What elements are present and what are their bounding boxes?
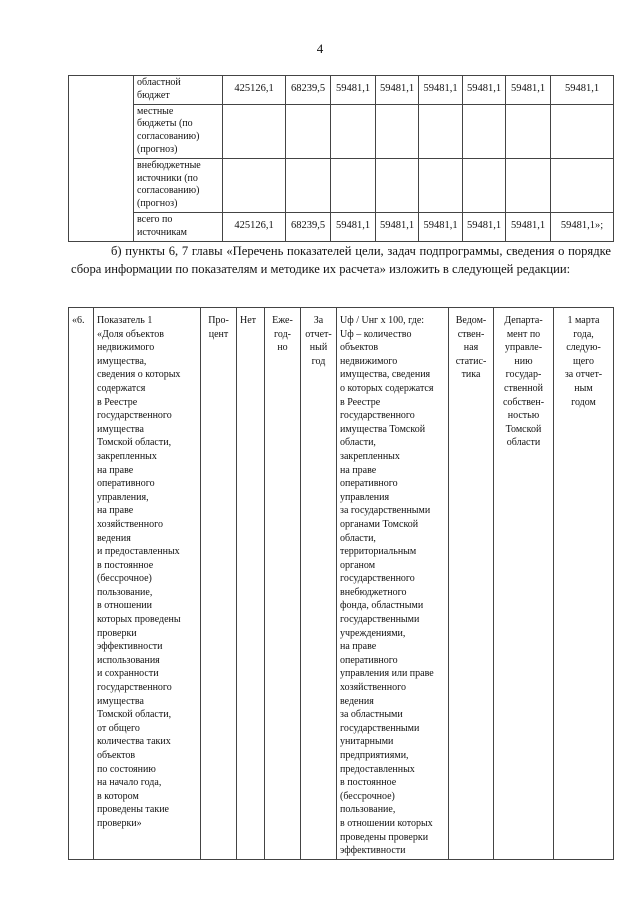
amount-cell: 68239,5 [286, 212, 331, 241]
amount-cell [286, 158, 331, 212]
amount-cell [463, 158, 506, 212]
amount-cell: 425126,1 [223, 76, 286, 105]
frequency-cell: Еже- год- но [265, 308, 301, 860]
amount-cell: 59481,1 [419, 76, 463, 105]
amount-cell [376, 158, 419, 212]
funding-row [69, 104, 614, 158]
amount-cell [286, 104, 331, 158]
amount-cell: 68239,5 [286, 76, 331, 105]
amount-cell [376, 104, 419, 158]
amendment-paragraph: б) пункты 6, 7 главы «Перечень показателей цели, задач подпрограммы, сведения о порядке сбора информации по показателям и методике их расчета» изложить в следующей редакции: [71, 244, 611, 276]
unit-cell: Про- цент [201, 308, 237, 860]
data-source-cell: Ведом- ствен- ная статис- тика [449, 308, 494, 860]
amount-cell [331, 158, 376, 212]
funding-row [69, 76, 614, 105]
indicator-table [68, 307, 614, 860]
amount-cell [551, 104, 614, 158]
amount-cell [419, 104, 463, 158]
source-label: областной бюджет [134, 76, 223, 105]
amount-cell [419, 158, 463, 212]
amount-cell: 59481,1 [506, 76, 551, 105]
amount-cell: 59481,1 [551, 76, 614, 105]
amount-cell: 59481,1 [419, 212, 463, 241]
amount-cell [223, 158, 286, 212]
source-label: внебюджетные источники (по согласованию) (прогноз) [134, 158, 223, 212]
deadline-cell: 1 марта года, следую- щего за отчет- ным годом [554, 308, 614, 860]
item-number-cell: «6. [69, 308, 94, 860]
amount-cell [331, 104, 376, 158]
amount-cell: 59481,1 [331, 212, 376, 241]
amount-cell: 59481,1 [376, 212, 419, 241]
base-value-cell: Нет [237, 308, 265, 860]
amount-cell: 425126,1 [223, 212, 286, 241]
funding-row [69, 158, 614, 212]
amount-cell [463, 104, 506, 158]
amount-cell: 59481,1 [463, 76, 506, 105]
amount-cell [551, 158, 614, 212]
source-label: всего по источникам [134, 212, 223, 241]
empty-cell [69, 76, 134, 242]
calculation-method-cell: Uф / Uнг х 100, где: Uф – количество объектов недвижимого имущества, сведения о которых содержатся в Реестре государственного имущества Томской области, закрепленных на праве оперативного управления за государственными органами Томской области, территориальным органом государственного внебюджетного фонда, областными государственными учреждениями, на праве оперативного управления или праве хозяйственного ведения за областными государственными унитарными предприятиями, предоставленных в постоянное (бессрочное) пользование, в отношении которых проведены проверки эффективности [337, 308, 449, 860]
indicator-row [69, 308, 614, 860]
funding-row [69, 212, 614, 241]
page-number: 4 [316, 41, 324, 56]
amount-cell: 59481,1»; [551, 212, 614, 241]
responsible-cell: Департа- мент по управле- нию государ- ственной собствен- ностью Томской области [494, 308, 554, 860]
amount-cell: 59481,1 [506, 212, 551, 241]
indicator-name-cell: Показатель 1 «Доля объектов недвижимого имущества, сведения о которых содержатся в Реестре государственного имущества Томской области, закрепленных на праве оперативного управления, на праве хозяйственного ведения и предоставленных в постоянное (бессрочное) пользование, в отношении которых проведены проверки эффективности использования и сохранности государственного имущества Томской области, от общего количества таких объектов по состоянию на начало года, в котором проведены такие проверки» [94, 308, 201, 860]
amount-cell: 59481,1 [331, 76, 376, 105]
amount-cell [506, 158, 551, 212]
period-cell: За отчет- ный год [301, 308, 337, 860]
amount-cell: 59481,1 [463, 212, 506, 241]
amount-cell: 59481,1 [376, 76, 419, 105]
amount-cell [506, 104, 551, 158]
funding-table [68, 75, 614, 242]
amount-cell [223, 104, 286, 158]
source-label: местные бюджеты (по согласованию) (прогноз) [134, 104, 223, 158]
